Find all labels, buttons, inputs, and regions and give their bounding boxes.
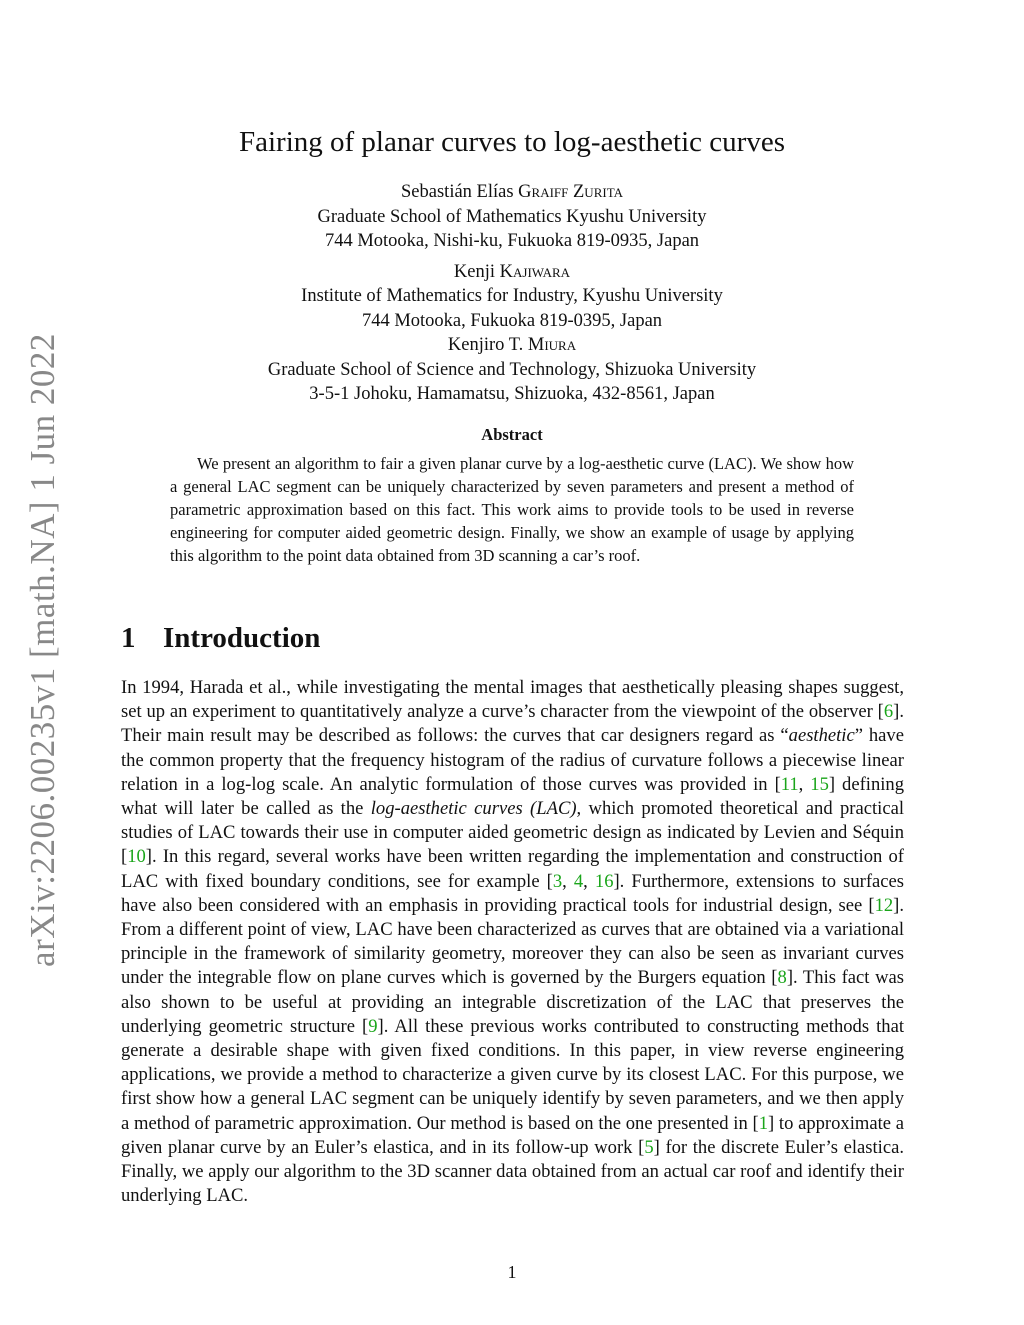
author-name	[0, 180, 1024, 205]
section-heading	[121, 622, 320, 655]
author-given-name: Kenji	[453, 261, 496, 282]
section-title: Introduction	[163, 622, 321, 654]
author-name	[0, 260, 1024, 285]
introduction-body	[121, 676, 904, 1208]
author-name	[0, 333, 1024, 358]
citation-link[interactable]: 6	[883, 701, 894, 723]
author-block	[0, 333, 1024, 407]
citation-link[interactable]: 3	[552, 870, 563, 892]
author-affiliation: Graduate School of Mathematics Kyushu University	[317, 206, 707, 227]
abstract	[170, 452, 854, 567]
author-family-name: Miura	[527, 335, 577, 355]
author-block	[0, 180, 1024, 254]
section-number: 1	[121, 622, 136, 654]
citation-link[interactable]: 4	[573, 870, 584, 892]
introduction-paragraph: In 1994, Harada et al., while investigating the mental images that aesthetically pleasing shapes suggest, set up an experiment to quantitatively analyze a curve’s character from the viewpoint of the observer [6]. Their main result may be described as follows: the curves that car designers regard as “aesthetic” have the common property that the frequency histogram of the radius of curvature follows a piecewise linear relation in a log-log scale. An analytic formulation of those curves was provided in [11, 15] defining what will later be called as the log-aesthetic curves (LAC), which promoted theoretical and practical studies of LAC towards their use in computer aided geometric design as indicated by Levien and Séquin [10]. In this regard, several works have been written regarding the implementation and construction of LAC with fixed boundary conditions, see for example [3, 4, 16]. Furthermore, extensions to surfaces have also been considered with an emphasis in providing practical tools for industrial design, see [12]. From a different point of view, LAC have been characterized as curves that are obtained via a variational principle in the framework of similarity geometry, moreover they can also be seen as invariant curves under the integrable flow on plane curves which is governed by the Burgers equation [8]. This fact was also shown to be useful at providing an integrable discretization of the LAC that preserves the underlying geometric structure [9]. All these previous works contributed to constructing methods that generate a desirable shape with given fixed conditions. In this paper, in view reverse engineering applications, we provide a method to characterize a given curve by its closest LAC. For this purpose, we first show how a general LAC segment can be uniquely identify by seven parameters, and we then apply a method of parametric approximation. Our method is based on the one presented in [1] to approximate a given planar curve by an Euler’s elastica, and in its follow-up work [5] for the discrete Euler’s elastica. Finally, we apply our algorithm to the 3D scanner data obtained from an actual car roof and identify their underlying LAC.	[121, 677, 905, 1207]
emphasis-text: aesthetic	[788, 725, 855, 747]
emphasis-text: log-aesthetic curves (LAC)	[370, 798, 577, 820]
author-given-name: Sebastián Elías	[401, 182, 514, 202]
citation-link[interactable]: 11	[780, 773, 799, 795]
paper-title: Fairing of planar curves to log-aesthetic curves	[239, 126, 785, 158]
citation-link[interactable]: 8	[777, 967, 787, 989]
author-family-name: Kajiwara	[499, 261, 571, 282]
abstract-text: We present an algorithm to fair a given planar curve by a log-aesthetic curve (LAC). We show how a general LAC segment can be uniquely characterized by seven parameters and present a method of parametric approximation based on this fact. This work aims to provide tools to be used in reverse engineering for computer aided geometric design. Finally, we show an example of usage by applying this algorithm to the point data obtained from 3D scanning a car’s roof.	[170, 454, 854, 565]
page-number: 1	[507, 1262, 517, 1282]
author-block	[0, 260, 1024, 334]
author-address: 744 Motooka, Fukuoka 819-0395, Japan	[361, 310, 663, 331]
abstract-heading: Abstract	[481, 425, 543, 444]
author-family-name: Graiff Zurita	[518, 182, 623, 202]
citation-link[interactable]: 10	[127, 846, 146, 868]
author-list	[0, 180, 1024, 407]
author-address: 744 Motooka, Nishi-ku, Fukuoka 819-0935, Japan	[324, 231, 700, 251]
arxiv-identifier: arXiv:2206.00235v1 [math.NA] 1 Jun 2022	[23, 333, 62, 967]
author-given-name: Kenjiro T.	[447, 335, 524, 355]
author-affiliation: Graduate School of Science and Technology, Shizuoka University	[267, 359, 757, 380]
citation-link[interactable]: 1	[758, 1112, 768, 1134]
citation-link[interactable]: 15	[810, 773, 829, 795]
citation-link[interactable]: 12	[874, 894, 894, 916]
citation-link[interactable]: 16	[594, 870, 614, 892]
citation-link[interactable]: 5	[644, 1136, 654, 1158]
author-address: 3-5-1 Johoku, Hamamatsu, Shizuoka, 432-8561, Japan	[309, 384, 715, 404]
author-affiliation: Institute of Mathematics for Industry, Kyushu University	[301, 286, 723, 306]
citation-link[interactable]: 9	[368, 1015, 378, 1037]
